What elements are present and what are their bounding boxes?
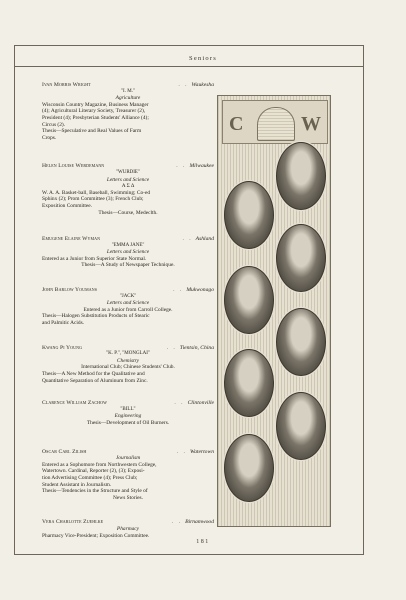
entry-hometown: Tientsin, China <box>179 344 214 351</box>
portrait-collage <box>217 95 331 527</box>
entry-course: Chemistry <box>116 357 140 364</box>
entry-course: Letters and Science <box>106 300 150 307</box>
entry-nickname: "BILL" <box>120 406 136 412</box>
entries-list <box>42 82 214 542</box>
crest-letter-left: C <box>229 113 244 135</box>
entry-course: Journalism <box>115 455 141 462</box>
entry-wyman: Emugene Elaine Wyman . . Ashland "EMMA JANE" Letters and Science Entered as a Junior from Superior State Normal. Thesis—A Study of Newspaper Technique. <box>42 236 214 269</box>
entry-zachow: Clarence William Zachow . . Clintonville "BILL" Engineering Thesis—Development of Oil Burners. <box>42 400 214 426</box>
entry-hometown: Clintonville <box>187 400 214 407</box>
header-rule <box>14 66 364 67</box>
entry-wright: Ivan Morris Wright . . Waukesha "I. M." Agriculture Wisconsin Country Magazine, Business Manager (4); Agricultural Literary Society, Treasurer (2), President (4); Presbyterian Students' Alliance (4); Circus (2). Thesis—Speculative and Real Values of Farm Crops. <box>42 82 214 141</box>
crest-letter-right: W <box>301 113 321 135</box>
page-header: Seniors <box>189 55 217 62</box>
entry-nickname: "I. M." <box>121 88 135 94</box>
entry-course: Agriculture <box>115 95 141 102</box>
entry-name: Vera Charlotte Zuehlke <box>42 519 104 526</box>
entry-youmans: John Barlow Youmans . . Mukwonago "JACK" Letters and Science Entered as a Junior from Carroll College. Thesis—Halogen Substitution Products of Stearic and Palmitic Acids. <box>42 287 214 327</box>
entry-name: Clarence William Zachow <box>42 400 107 407</box>
portrait-werdemann <box>224 181 274 249</box>
portrait-zachow <box>224 349 274 417</box>
crest-banner <box>222 100 328 144</box>
portrait-wright <box>276 142 326 210</box>
entry-name: Kwang Pi Young <box>42 344 83 351</box>
entry-nickname: "WURDIE" <box>115 169 141 175</box>
entry-hometown: Milwaukee <box>189 163 214 170</box>
entry-hometown: Mukwonago <box>186 287 214 294</box>
entry-nickname: "EMMA JANE" <box>111 242 145 248</box>
entry-course: Letters and Science <box>106 176 150 183</box>
portrait-wyman <box>276 224 326 292</box>
entry-hometown: Waukesha <box>191 82 214 88</box>
portrait-zilish <box>276 392 326 460</box>
entry-name: Ivan Morris Wright <box>42 82 91 88</box>
entry-nickname: "K. P.", "MONGLAI" <box>106 351 150 357</box>
page-number: 181 <box>196 539 210 545</box>
portrait-young <box>276 308 326 376</box>
entry-zuehlke: Vera Charlotte Zuehlke . . Birnamwood Pharmacy Pharmacy Vice-President; Exposition Committee. <box>42 519 214 539</box>
entry-name: Emugene Elaine Wyman <box>42 236 101 243</box>
entry-course: Engineering <box>114 413 142 420</box>
entry-name: Oscar Carl Zilish <box>42 448 87 455</box>
portrait-zuehlke <box>224 434 274 502</box>
entry-greek-letters: Α Σ Δ <box>121 183 135 190</box>
entry-course: Pharmacy <box>116 525 140 532</box>
entry-name: Helen Louise Werdemann <box>42 163 105 170</box>
entry-hometown: Watertown <box>189 448 214 455</box>
entry-hometown: Birnamwood <box>185 519 214 526</box>
entry-werdemann: Helen Louise Werdemann . . Milwaukee "WURDIE" Letters and Science Α Σ Δ W. A. A. Basket-ball, Baseball, Swimming; Co-ed Sphinx (2); Prom Committee (3); French Club; Exposition Committee. Thesis—Course, Medeclth. <box>42 163 214 216</box>
portrait-youmans <box>224 266 274 334</box>
entry-course: Letters and Science <box>106 249 150 256</box>
entry-name: John Barlow Youmans <box>42 287 98 294</box>
entry-hometown: Ashland <box>195 236 214 243</box>
entry-nickname: "JACK" <box>119 293 137 299</box>
capitol-dome-illustration <box>257 107 295 141</box>
entry-young: Kwang Pi Young . . Tientsin, China "K. P.", "MONGLAI" Chemistry International Club; Chinese Students' Club. Thesis—A New Method for the Qualitative and Quantitative Separation of Aluminum from Zinc. <box>42 344 214 384</box>
entry-zilish: Oscar Carl Zilish . . Watertown Journalism Entered as a Sophomore from Northwestern College, Watertown. Cardinal, Reporter (2), (3); Exposi- tion Advertising Committee (4); Press Club; Student Assistant in Journalism. Thesis—Tendencies in the Structure and Style of News Stories. <box>42 448 214 501</box>
